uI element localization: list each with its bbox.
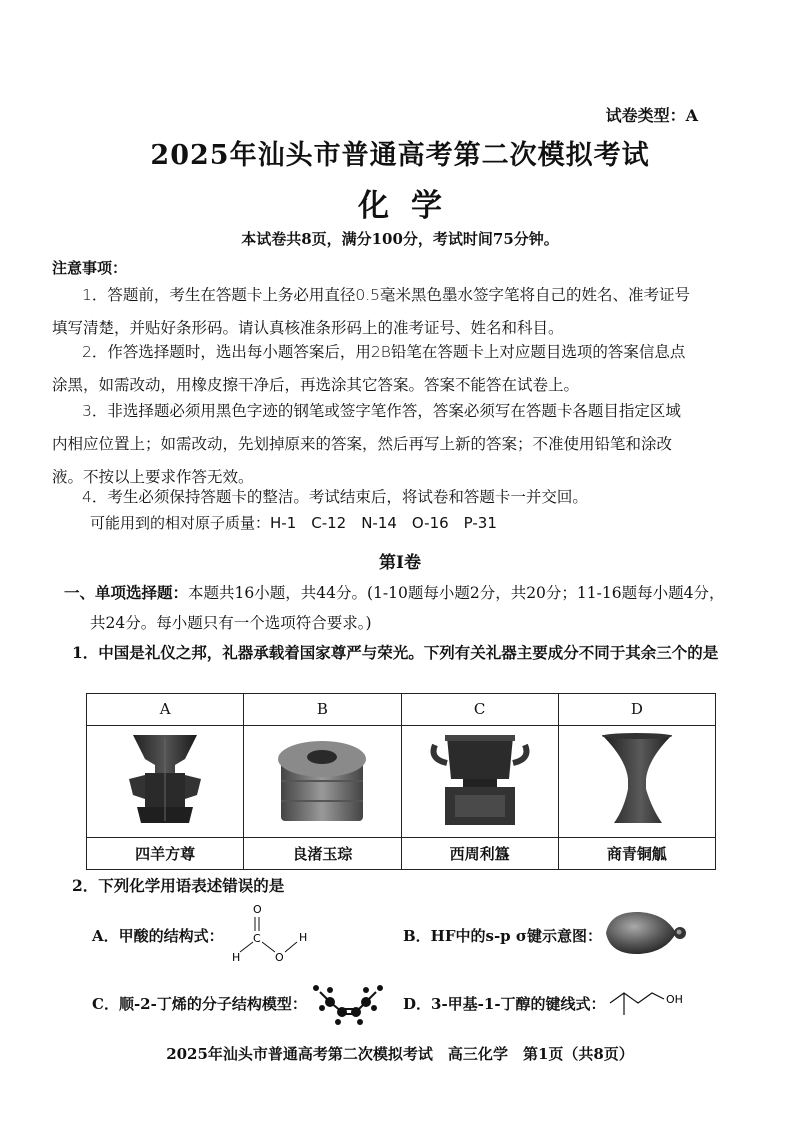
- note-item: 4．考生必须保持答题卡的整洁。考试结束后，将试卷和答题卡一并交回。: [82, 488, 588, 506]
- option-c-label: C．顺-2-丁烯的分子结构模型：: [92, 995, 307, 1013]
- note-item: 1．答题前，考生在答题卡上务必用直径0.5毫米黑色墨水签字笔将自己的姓名、准考证号填写清楚，并贴好条形码。请认真核准条形码上的准考证号、姓名和科目。: [52, 286, 691, 337]
- section-text: 本题共16小题，共44分。(1-10题每小题2分，共20分；11-16题每小题4分，共24分。每小题只有一个选项符合要求。): [90, 584, 725, 632]
- cis-2-butene-model: [306, 978, 386, 1028]
- atom-c: C: [253, 932, 261, 945]
- artifact-name: 西周利簋: [401, 838, 558, 870]
- table-header-cell: C: [401, 694, 558, 726]
- li-gui-image: [425, 729, 535, 829]
- section-label: 一、单项选择题：: [64, 583, 189, 602]
- artifact-name: 良渚玉琮: [244, 838, 401, 870]
- bronze-gu-image: [592, 729, 682, 829]
- subject-title: 化学: [358, 188, 464, 224]
- section-instructions: [64, 578, 730, 638]
- atom-o: O: [253, 903, 262, 916]
- table-header-cell: A: [87, 694, 244, 726]
- artifact-name: 四羊方尊: [87, 838, 244, 870]
- option-a-label: A．甲酸的结构式：: [92, 927, 224, 945]
- jade-cong-image: [267, 729, 377, 829]
- formic-acid-structure: [224, 900, 324, 962]
- question-2-stem: 2．下列化学用语表述错误的是: [72, 876, 285, 895]
- note-item: 3．非选择题必须用黑色字迹的钢笔或签字笔作答，答案必须写在答题卡各题目指定区域内相应位置上；如需改动，先划掉原来的答案，然后再写上新的答案；不准使用铅笔和涂改液。不按以上要求作答无效。: [52, 402, 681, 486]
- atomic-masses: 可能用到的相对原子质量：H-1 C-12 N-14 O-16 P-31: [90, 514, 497, 532]
- artifact-name: 商青铜觚: [558, 838, 715, 870]
- volume-title: 第Ⅰ卷: [379, 553, 421, 573]
- hydroxyl-label: OH: [666, 993, 683, 1006]
- option-b-label: B．HF中的s-p σ键示意图：: [403, 927, 602, 945]
- artifact-image-cell: [558, 725, 715, 838]
- 3-methyl-1-butanol-skeletal: [604, 983, 694, 1023]
- paper-type: 试卷类型：A: [605, 106, 698, 125]
- exam-info: 本试卷共8页，满分100分，考试时间75分钟。: [241, 230, 559, 248]
- atom-h: H: [232, 951, 241, 964]
- square-zun-image: [115, 729, 215, 829]
- artifact-table: [86, 693, 716, 870]
- artifact-image-cell: [401, 725, 558, 838]
- atom-h: H: [299, 931, 308, 944]
- exam-title: 2025年汕头市普通高考第二次模拟考试: [150, 140, 650, 171]
- notes-heading: 注意事项：: [52, 259, 128, 277]
- note-item: 2．作答选择题时，选出每小题答案后，用2B铅笔在答题卡上对应题目选项的答案信息点涂黑，如需改动，用橡皮擦干净后，再选涂其它答案。答案不能答在试卷上。: [52, 343, 686, 394]
- page-footer: 2025年汕头市普通高考第二次模拟考试 高三化学 第1页（共8页）: [166, 1045, 634, 1063]
- option-d-label: D．3-甲基-1-丁醇的键线式：: [403, 995, 606, 1013]
- question-1-stem: 1．中国是礼仪之邦，礼器承载着国家尊严与荣光。下列有关礼器主要成分不同于其余三个的是: [72, 643, 719, 662]
- atom-o: O: [275, 951, 284, 964]
- artifact-image-cell: [87, 725, 244, 838]
- table-header-cell: B: [244, 694, 401, 726]
- table-header-cell: D: [558, 694, 715, 726]
- artifact-image-cell: [244, 725, 401, 838]
- s-p-sigma-bond-diagram: [600, 908, 700, 958]
